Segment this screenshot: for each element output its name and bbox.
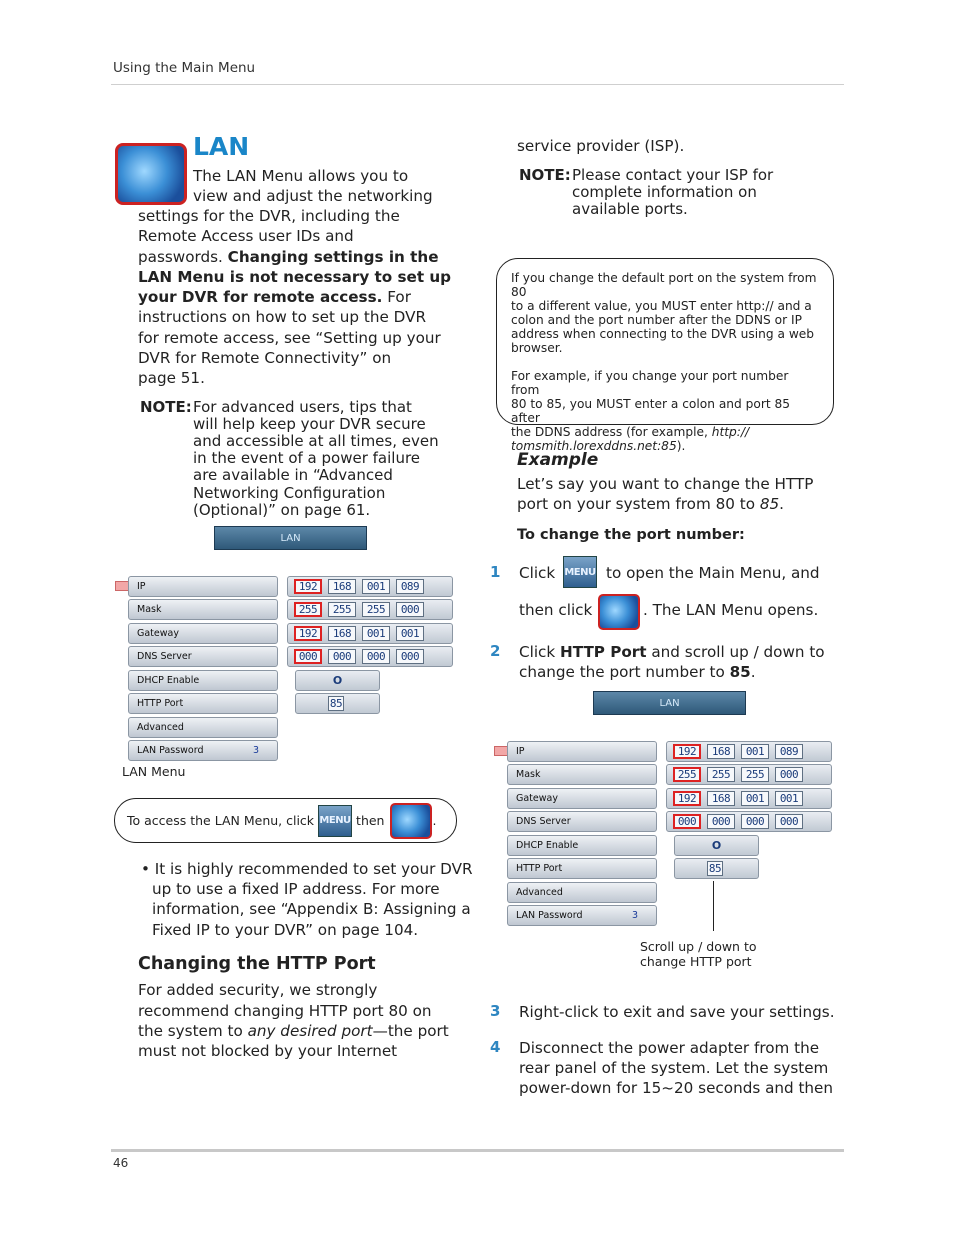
note-line-5: are available in “Advanced (193, 466, 393, 484)
menu-label-advanced[interactable]: Advanced (507, 882, 657, 903)
menu-label-dhcp[interactable]: DHCP Enable (128, 670, 278, 691)
dns-octet[interactable]: 000 (294, 649, 322, 664)
ip-octet[interactable]: 089 (396, 579, 424, 594)
step-1-number: 1 (490, 563, 501, 581)
step-1-click: Click (519, 564, 556, 582)
callout-leader-line (713, 881, 714, 931)
gateway-field[interactable] (666, 788, 832, 809)
callout-line: to a different value, you MUST enter http:// and a (511, 299, 812, 313)
mask-octet[interactable]: 255 (362, 602, 390, 617)
menu-label-gateway[interactable]: Gateway (128, 623, 278, 644)
menu-label-dhcp[interactable]: DHCP Enable (507, 835, 657, 856)
menu-button-icon: MENU (563, 556, 597, 588)
dhcp-toggle[interactable]: O (295, 670, 380, 691)
lan-intro-line-5: passwords. Changing settings in the (138, 248, 439, 266)
lan-menu-caption: LAN Menu (122, 764, 186, 779)
menu-label-ip[interactable]: IP (507, 741, 657, 762)
isp-note-line-1: Please contact your ISP for (572, 166, 774, 184)
isp-note-label: NOTE: (519, 166, 571, 184)
mask-octet[interactable]: 255 (328, 602, 356, 617)
gateway-octet[interactable]: 192 (294, 626, 322, 641)
mask-field[interactable] (287, 599, 453, 620)
ip-octet[interactable]: 001 (362, 579, 390, 594)
menu-label-mask[interactable]: Mask (128, 599, 278, 620)
mask-field[interactable] (666, 764, 832, 785)
isp-note-line-3: available ports. (572, 200, 688, 218)
ip-field[interactable] (666, 741, 832, 762)
lan-intro-line-10: DVR for Remote Connectivity” on (138, 349, 392, 367)
step-4-number: 4 (490, 1038, 501, 1056)
example-heading: Example (517, 450, 599, 470)
gateway-octet[interactable]: 168 (328, 626, 356, 641)
dns-field[interactable] (666, 811, 832, 832)
lan-menu-screenshot (494, 689, 839, 934)
http-line-2: recommend changing HTTP port 80 on (138, 1002, 432, 1020)
access-instructions: To access the LAN Menu, click MENU then . (114, 798, 457, 843)
menu-label-dns[interactable]: DNS Server (507, 811, 657, 832)
http-port-field[interactable] (295, 693, 380, 714)
gateway-octet[interactable]: 001 (741, 791, 769, 806)
gateway-octet[interactable]: 192 (673, 791, 701, 806)
menu-label-http-port[interactable]: HTTP Port (128, 693, 278, 714)
step-4-line-2: rear panel of the system. Let the system (519, 1059, 829, 1077)
lan-intro-line-11: page 51. (138, 369, 205, 387)
ip-octet[interactable]: 168 (328, 579, 356, 594)
note-line-7: (Optional)” on page 61. (193, 501, 371, 519)
http-port-value[interactable]: 85 (329, 697, 343, 710)
menu-label-lan-password[interactable]: LAN Password 3 (128, 740, 278, 761)
scroll-caption: Scroll up / down to change HTTP port (640, 939, 757, 969)
step-1-then: then click (519, 601, 593, 619)
lan-globe-icon (598, 594, 640, 630)
bullet-line-3: information, see “Appendix B: Assigning a (152, 900, 471, 918)
callout-line: the DDNS address (for example, http:// (511, 425, 750, 439)
bullet-line-2: up to use a fixed IP address. For more (152, 880, 440, 898)
ip-octet[interactable]: 168 (707, 744, 735, 759)
lan-intro-line-7: your DVR for remote access. For (138, 288, 411, 306)
callout-line: 80 to 85, you MUST enter a colon and port 85 after (511, 397, 790, 425)
step-1-opens: . The LAN Menu opens. (643, 601, 819, 619)
http-line-1: For added security, we strongly (138, 981, 378, 999)
mask-octet[interactable]: 255 (741, 767, 769, 782)
lan-globe-icon (390, 803, 432, 839)
callout-line: colon and the port number after the DDNS or IP (511, 313, 802, 327)
step-2-line-1: Click HTTP Port and scroll up / down to (519, 643, 825, 661)
callout-line: tomsmith.lorexddns.net:85). (511, 439, 686, 453)
note-line-4: in the event of a power failure (193, 449, 421, 467)
menu-label-advanced[interactable]: Advanced (128, 717, 278, 738)
lan-globe-icon (115, 143, 187, 205)
ip-octet[interactable]: 192 (673, 744, 701, 759)
lan-intro-line-4: Remote Access user IDs and (138, 227, 354, 245)
menu-label-lan-password[interactable]: LAN Password 3 (507, 905, 657, 926)
menu-label-dns[interactable]: DNS Server (128, 646, 278, 667)
http-port-field[interactable] (674, 858, 759, 879)
footer-divider (111, 1149, 844, 1152)
http-port-value[interactable]: 85 (708, 862, 722, 875)
dns-octet[interactable]: 000 (328, 649, 356, 664)
step-3-text: Right-click to exit and save your settings. (519, 1003, 835, 1021)
lan-intro-line-9: for remote access, see “Setting up your (138, 329, 441, 347)
ip-octet[interactable]: 001 (741, 744, 769, 759)
mask-octet[interactable]: 255 (294, 602, 322, 617)
dns-octet[interactable]: 000 (741, 814, 769, 829)
callout-line: address when connecting to the DVR using a web (511, 327, 815, 341)
gateway-field[interactable] (287, 623, 453, 644)
step-1-text: to open the Main Menu, and (606, 564, 820, 582)
step-2-line-2: change the port number to 85. (519, 663, 756, 681)
page-number: 46 (113, 1156, 129, 1170)
lan-title: LAN (193, 132, 250, 161)
step-2-number: 2 (490, 642, 501, 660)
lan-intro-line-8: instructions on how to set up the DVR (138, 308, 427, 326)
dns-octet[interactable]: 000 (707, 814, 735, 829)
dns-octet[interactable]: 000 (775, 814, 803, 829)
mask-octet[interactable]: 000 (775, 767, 803, 782)
gateway-octet[interactable]: 001 (362, 626, 390, 641)
dhcp-toggle[interactable]: O (674, 835, 759, 856)
callout-line: If you change the default port on the system from 80 (511, 271, 817, 299)
lan-intro-line-3: settings for the DVR, including the (138, 207, 400, 225)
step-4-line-1: Disconnect the power adapter from the (519, 1039, 820, 1057)
mask-octet[interactable]: 255 (707, 767, 735, 782)
ip-octet[interactable]: 192 (294, 579, 322, 594)
example-line-2: port on your system from 80 to 85. (517, 495, 784, 513)
step-4-line-3: power-down for 15~20 seconds and then (519, 1079, 834, 1097)
bullet-line-4: Fixed IP to your DVR” on page 104. (152, 921, 419, 939)
callout-line: For example, if you change your port number from (511, 369, 789, 397)
dns-octet[interactable]: 000 (362, 649, 390, 664)
note-line-2: will help keep your DVR secure (193, 415, 426, 433)
isp-continuation: service provider (ISP). (517, 137, 685, 155)
example-line-1: Let’s say you want to change the HTTP (517, 475, 814, 493)
lan-intro-line-6: LAN Menu is not necessary to set up (138, 268, 452, 286)
note-line-6: Networking Configuration (193, 484, 386, 502)
lan-menu-title: LAN (593, 691, 746, 715)
ip-octet[interactable]: 089 (775, 744, 803, 759)
menu-label-mask[interactable]: Mask (507, 764, 657, 785)
lan-menu-screenshot (115, 524, 460, 779)
dns-octet[interactable]: 000 (673, 814, 701, 829)
lan-intro-line-1: The LAN Menu allows you to (193, 167, 409, 185)
menu-label-gateway[interactable]: Gateway (507, 788, 657, 809)
note-line-1: For advanced users, tips that (193, 398, 412, 416)
dns-octet[interactable]: 000 (396, 649, 424, 664)
mask-octet[interactable]: 000 (396, 602, 424, 617)
bullet-line-1: • It is highly recommended to set your DVR (141, 860, 473, 878)
note-label: NOTE: (140, 398, 192, 416)
http-line-4: must not blocked by your Internet (138, 1042, 398, 1060)
port-warning-callout (496, 258, 834, 453)
running-header: Using the Main Menu (113, 60, 256, 76)
lan-intro-line-2: view and adjust the networking (193, 187, 433, 205)
lan-menu-title: LAN (214, 526, 367, 550)
gateway-octet[interactable]: 168 (707, 791, 735, 806)
steps-heading: To change the port number: (517, 527, 745, 543)
gateway-octet[interactable]: 001 (396, 626, 424, 641)
menu-label-http-port[interactable]: HTTP Port (507, 858, 657, 879)
ip-field[interactable] (287, 576, 453, 597)
gateway-octet[interactable]: 001 (775, 791, 803, 806)
http-line-3: the system to any desired port—the port (138, 1022, 449, 1040)
http-port-heading: Changing the HTTP Port (138, 954, 376, 974)
callout-line: browser. (511, 341, 563, 355)
menu-button-icon: MENU (318, 805, 352, 837)
dns-field[interactable] (287, 646, 453, 667)
step-3-number: 3 (490, 1002, 501, 1020)
isp-note-line-2: complete information on (572, 183, 757, 201)
menu-label-ip[interactable]: IP (128, 576, 278, 597)
mask-octet[interactable]: 255 (673, 767, 701, 782)
note-line-3: and accessible at all times, even (193, 432, 439, 450)
header-divider (111, 84, 844, 85)
